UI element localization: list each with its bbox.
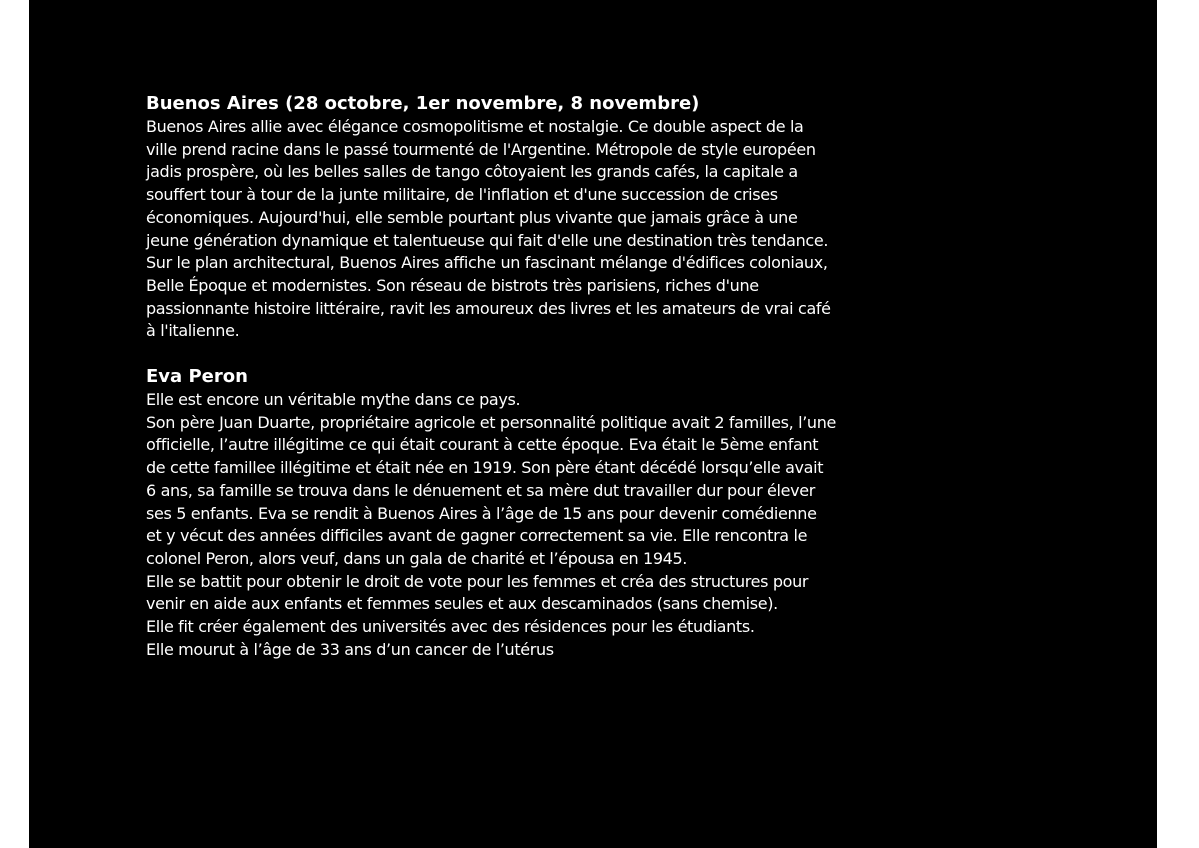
document-content	[146, 92, 836, 661]
paragraph-eva-myth: Elle est encore un véritable mythe dans ce pays.	[146, 390, 521, 410]
paragraph-eva-rights: Elle se battit pour obtenir le droit de vote pour les femmes et créa des structures pour venir en aide aux enfants et femmes seules et aux descaminados (sans chemise).	[146, 571, 809, 614]
section-heading-buenos-aires: Buenos Aires (28 octobre, 1er novembre, 8 novembre)	[146, 93, 700, 114]
section-spacer	[146, 343, 836, 365]
paragraph-eva-universities: Elle fit créer également des universités avec des résidences pour les étudiants.	[146, 617, 755, 637]
paragraph-buenos-aires-architecture: Sur le plan architectural, Buenos Aires affiche un fascinant mélange d'édifices coloniaux, Belle Époque et modernistes. Son réseau de bistrots très parisiens, riches d'une passionnante histoire littéraire, ravit les amoureux des livres et les amateurs de vrai café à l'italienne.	[146, 253, 831, 341]
paragraph-eva-biography: Son père Juan Duarte, propriétaire agricole et personnalité politique avait 2 familles, l’une officielle, l’autre illégitime ce qui était courant à cette époque. Eva était le 5ème enfant de cette famillee illégitime et était née en 1919. Son père étant décédé lorsqu’elle avait 6 ans, sa famille se trouva dans le dénuement et sa mère dut travailler dur pour élever ses 5 enfants. Eva se rendit à Buenos Aires à l’âge de 15 ans pour devenir comédienne et y vécut des années difficiles avant de gagner correctement sa vie. Elle rencontra le colonel Peron, alors veuf, dans un gala de charité et l’épousa en 1945.	[146, 412, 837, 568]
section-heading-eva-peron: Eva Peron	[146, 366, 248, 388]
section-eva-peron	[146, 365, 836, 661]
section-buenos-aires	[146, 92, 836, 343]
paragraph-buenos-aires-intro: Buenos Aires allie avec élégance cosmopolitisme et nostalgie. Ce double aspect de la ville prend racine dans le passé tourmenté de l'Argentine. Métropole de style européen jadis prospère, où les belles salles de tango côtoyaient les grands cafés, la capitale a souffert tour à tour de la junte militaire, de l'inflation et d'une succession de crises économiques. Aujourd'hui, elle semble pourtant plus vivante que jamais grâce à une jeune génération dynamique et talentueuse qui fait d'elle une destination très tendance.	[146, 117, 829, 250]
document-page	[29, 0, 1157, 848]
paragraph-eva-death: Elle mourut à l’âge de 33 ans d’un cancer de l’utérus	[146, 639, 554, 659]
